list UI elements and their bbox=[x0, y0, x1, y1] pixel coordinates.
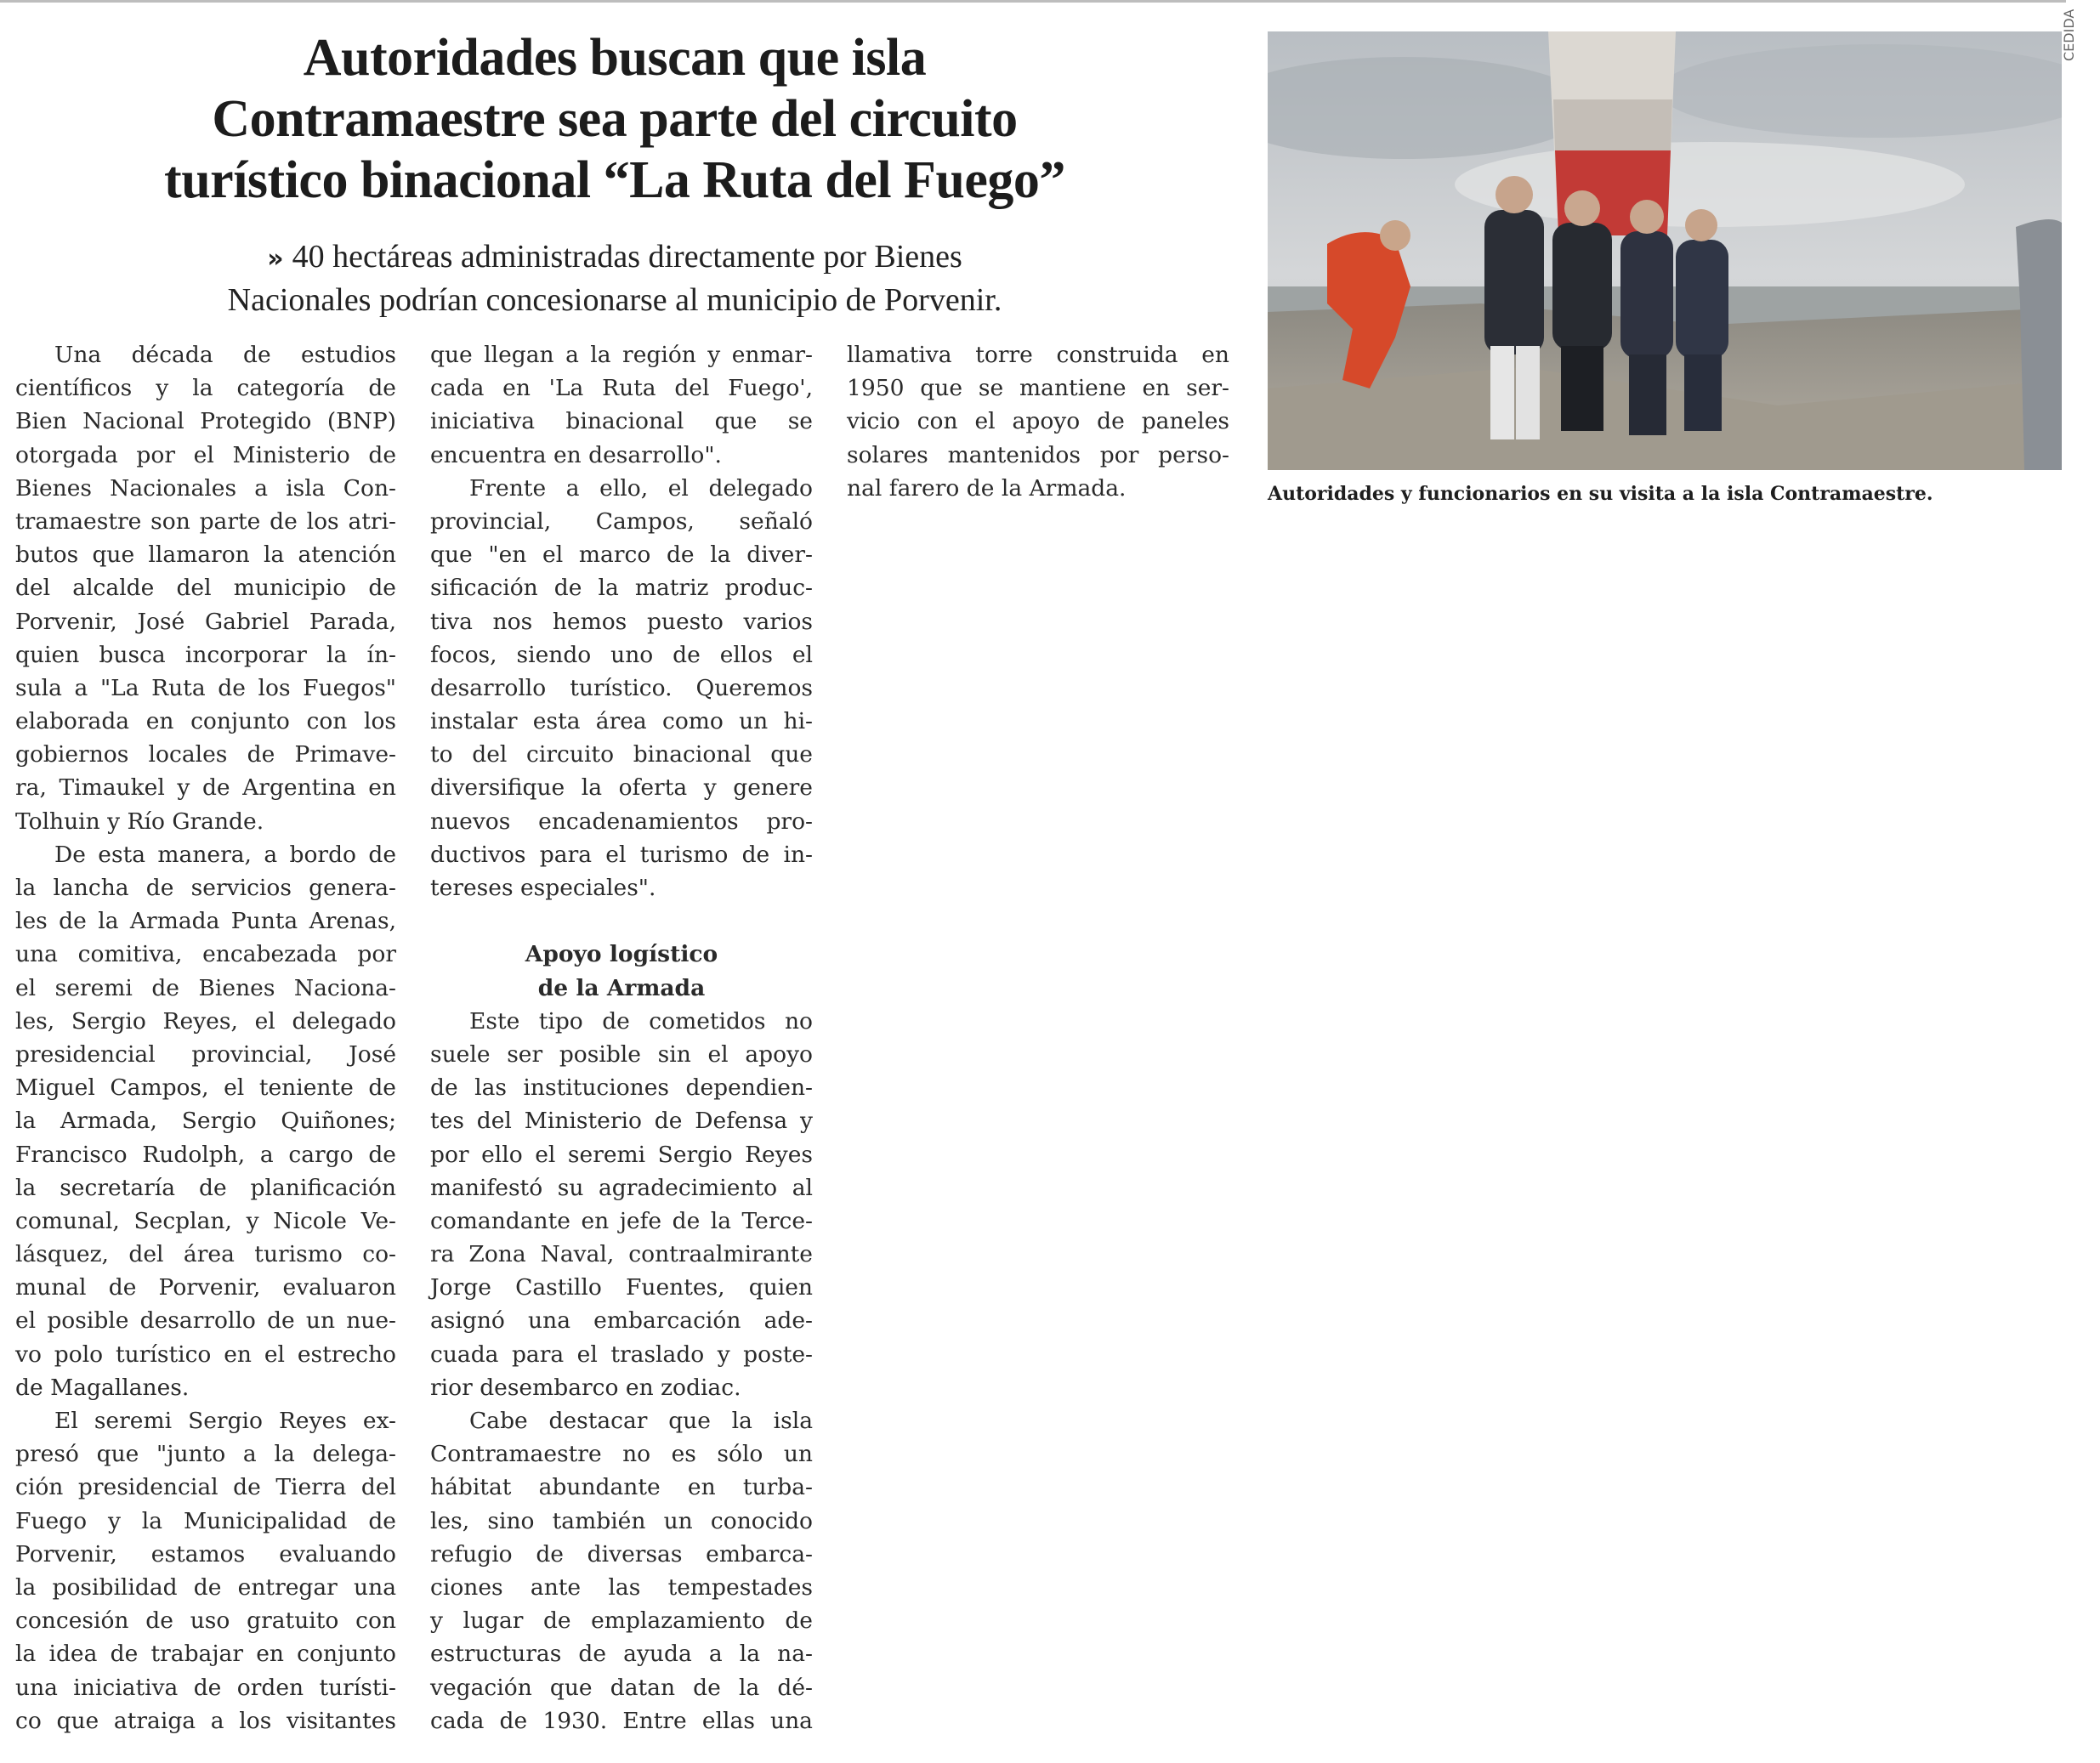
body-line: les, Sergio Reyes, el delegado bbox=[15, 1007, 396, 1035]
body-line: solares mantenidos por perso- bbox=[847, 441, 1229, 468]
body-line: presó que "junto a la delega- bbox=[15, 1441, 396, 1468]
body-line: de Magallanes. bbox=[15, 1374, 190, 1401]
body-line: cada en 'La Ruta del Fuego', bbox=[430, 375, 813, 402]
body-line: que "en el marco de la diver- bbox=[430, 541, 813, 569]
body-line: tramaestre son parte de los atri- bbox=[15, 507, 396, 535]
deck-text-1: 40 hectáreas administradas directamente por Bienes bbox=[292, 239, 962, 275]
body-line: elaborada en conjunto con los bbox=[15, 708, 396, 735]
deck bbox=[128, 236, 1102, 320]
photo-caption: Autoridades y funcionarios en su visita a la isla Contramaestre. bbox=[1268, 483, 1933, 505]
body-line: el seremi de Bienes Naciona- bbox=[15, 974, 396, 1001]
body-line: que llegan a la región y enmar- bbox=[430, 342, 813, 368]
body-line: El seremi Sergio Reyes ex- bbox=[54, 1408, 396, 1434]
body-line: refugio de diversas embarca- bbox=[430, 1540, 813, 1567]
body-line: Frente a ello, el delegado bbox=[469, 474, 813, 502]
body-line: una iniciativa de orden turísti- bbox=[15, 1674, 396, 1701]
body-line: co que atraiga a los visitantes bbox=[15, 1707, 396, 1734]
body-line: vo polo turístico en el estrecho bbox=[15, 1341, 396, 1368]
photo-credit bbox=[2057, 9, 2091, 111]
body-line: sificación de la matriz produc- bbox=[430, 575, 813, 602]
body-line: del alcalde del municipio de bbox=[15, 575, 396, 602]
deck-line-2: Nacionales podrían concesionarse al municipio de Porvenir. bbox=[227, 282, 1002, 318]
body-line: Miguel Campos, el teniente de bbox=[15, 1074, 396, 1102]
body-line: tereses especiales". bbox=[430, 875, 656, 901]
body-line: Una década de estudios bbox=[54, 342, 396, 368]
body-column-3 bbox=[847, 338, 1229, 505]
body-line: hábitat abundante en turba- bbox=[430, 1474, 813, 1501]
body-line: llamativa torre construida en bbox=[847, 342, 1229, 368]
body-line: nal farero de la Armada. bbox=[847, 474, 1127, 502]
body-line: Francisco Rudolph, a cargo de bbox=[15, 1141, 396, 1168]
body-line: por ello el seremi Sergio Reyes bbox=[430, 1141, 813, 1168]
headline-line-3: turístico binacional “La Ruta del Fuego” bbox=[164, 151, 1065, 209]
body-line: provincial, Campos, señaló bbox=[430, 507, 813, 535]
headline-line-2: Contramaestre sea parte del circuito bbox=[212, 90, 1018, 148]
spacer bbox=[430, 904, 813, 938]
body-line: de las instituciones dependien- bbox=[430, 1074, 813, 1102]
body-line: munal de Porvenir, evaluaron bbox=[15, 1274, 396, 1301]
lighthouse-photo bbox=[1268, 31, 2062, 470]
body-line: una comitiva, encabezada por bbox=[15, 941, 396, 968]
top-rule bbox=[0, 0, 2066, 3]
body-line: diversifique la oferta y genere bbox=[430, 774, 813, 802]
body-line: les de la Armada Punta Arenas, bbox=[15, 908, 396, 935]
body-line: vegación que datan de la dé- bbox=[430, 1674, 813, 1701]
body-line: Tolhuin y Río Grande. bbox=[15, 808, 264, 835]
body-line: cada de 1930. Entre ellas una bbox=[430, 1707, 813, 1734]
body-line: la idea de trabajar en conjunto bbox=[15, 1641, 396, 1668]
body-line: y lugar de emplazamiento de bbox=[430, 1607, 813, 1635]
body-line: asignó una embarcación ade- bbox=[430, 1307, 813, 1335]
photo-credit-text: CEDIDA bbox=[2061, 9, 2077, 61]
body-line: manifestó su agradecimiento al bbox=[430, 1174, 813, 1201]
body-line: concesión de uso gratuito con bbox=[15, 1607, 396, 1635]
body-line: ra Zona Naval, contraalmirante bbox=[430, 1241, 813, 1268]
body-line: ra, Timaukel y de Argentina en bbox=[15, 774, 396, 802]
body-column-2 bbox=[430, 338, 813, 1737]
headline-line-1: Autoridades buscan que isla bbox=[303, 29, 927, 87]
deck-line-1 bbox=[128, 236, 1102, 280]
body-line: Este tipo de cometidos no bbox=[469, 1007, 813, 1035]
body-line: la lancha de servicios genera- bbox=[15, 875, 396, 901]
body-line: ciones ante las tempestades bbox=[430, 1573, 813, 1601]
body-line: gobiernos locales de Primave- bbox=[15, 741, 396, 768]
body-line: Contramaestre no es sólo un bbox=[430, 1441, 813, 1468]
body-line: Fuego y la Municipalidad de bbox=[15, 1507, 396, 1534]
body-line: estructuras de ayuda a la na- bbox=[430, 1641, 813, 1668]
body-line: Porvenir, estamos evaluando bbox=[15, 1540, 396, 1567]
body-line: ción presidencial de Tierra del bbox=[15, 1474, 396, 1501]
body-line: lásquez, del área turismo co- bbox=[15, 1241, 396, 1268]
body-line: la secretaría de planificación bbox=[15, 1174, 396, 1201]
body-column-1 bbox=[15, 338, 396, 1737]
body-line: rior desembarco en zodiac. bbox=[430, 1374, 741, 1401]
body-line: presidencial provincial, José bbox=[15, 1040, 396, 1068]
body-line: ductivos para el turismo de in- bbox=[430, 841, 813, 868]
body-line: butos que llamaron la atención bbox=[15, 541, 396, 569]
body-line: encuentra en desarrollo". bbox=[430, 441, 722, 468]
headline bbox=[12, 27, 1217, 211]
body-line: otorgada por el Ministerio de bbox=[15, 441, 396, 468]
body-line: el posible desarrollo de un nue- bbox=[15, 1307, 396, 1335]
body-line: suele ser posible sin el apoyo bbox=[430, 1040, 813, 1068]
body-line: Porvenir, José Gabriel Parada, bbox=[15, 608, 396, 635]
body-line: la posibilidad de entregar una bbox=[15, 1573, 396, 1601]
body-line: 1950 que se mantiene en ser- bbox=[847, 375, 1229, 402]
body-line: De esta manera, a bordo de bbox=[54, 841, 396, 868]
body-line: to del circuito binacional que bbox=[430, 741, 813, 768]
body-line: les, sino también un conocido bbox=[430, 1507, 813, 1534]
subhead-line-2: de la Armada bbox=[537, 974, 706, 1001]
body-line: vicio con el apoyo de paneles bbox=[847, 408, 1229, 435]
body-line: quien busca incorporar la ín- bbox=[15, 641, 396, 668]
body-line: instalar esta área como un hi- bbox=[430, 708, 813, 735]
body-line: Bienes Nacionales a isla Con- bbox=[15, 474, 396, 502]
body-line: nuevos encadenamientos pro- bbox=[430, 808, 813, 835]
body-line: Bien Nacional Protegido (BNP) bbox=[15, 408, 396, 435]
subhead-line-1: Apoyo logístico bbox=[525, 941, 718, 968]
body-line: desarrollo turístico. Queremos bbox=[430, 674, 813, 701]
body-line: comunal, Secplan, y Nicole Ve- bbox=[15, 1207, 396, 1234]
body-line: comandante en jefe de la Terce- bbox=[430, 1207, 813, 1234]
body-line: Cabe destacar que la isla bbox=[469, 1408, 813, 1434]
body-line: Jorge Castillo Fuentes, quien bbox=[430, 1274, 813, 1301]
body-line: iniciativa binacional que se bbox=[430, 408, 813, 435]
body-line: científicos y la categoría de bbox=[15, 375, 396, 402]
body-line: la Armada, Sergio Quiñones; bbox=[15, 1108, 396, 1135]
body-line: tes del Ministerio de Defensa y bbox=[430, 1108, 813, 1135]
body-line: tiva nos hemos puesto varios bbox=[430, 608, 813, 635]
body-line: sula a "La Ruta de los Fuegos" bbox=[15, 674, 396, 701]
double-chevron-icon: » bbox=[267, 244, 284, 274]
photo-illustration bbox=[1268, 31, 2062, 470]
body-line: cuada para el traslado y poste- bbox=[430, 1341, 813, 1368]
body-line: focos, siendo uno de ellos el bbox=[430, 641, 813, 668]
